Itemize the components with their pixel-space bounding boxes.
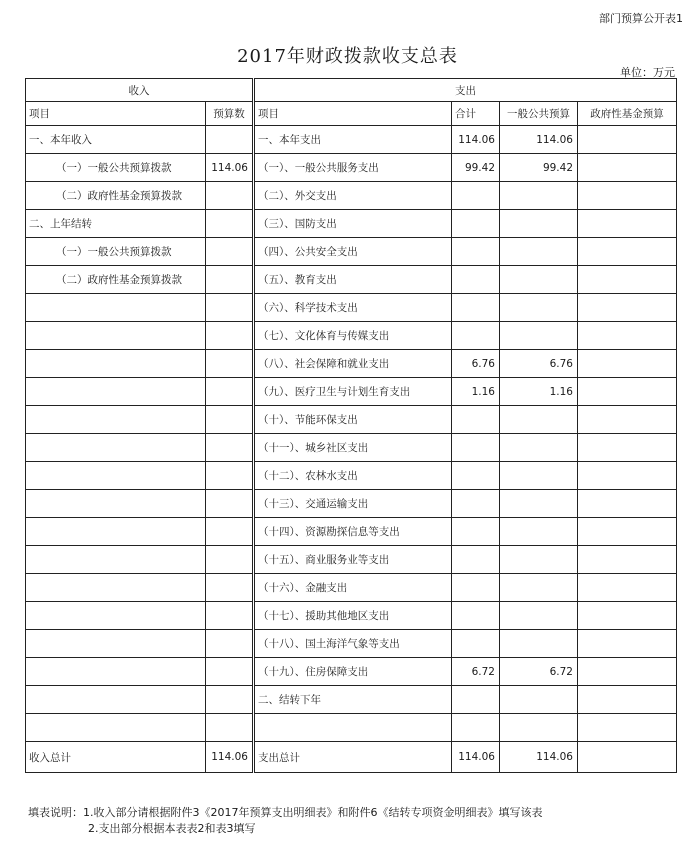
expense-general-cell [500, 210, 578, 238]
expense-general-cell [500, 182, 578, 210]
expense-general-cell [500, 266, 578, 294]
income-item-cell [26, 490, 206, 518]
expense-total-cell [452, 714, 500, 742]
expense-item-cell: （六）、科学技术支出 [254, 294, 452, 322]
expense-general-total-value: 114.06 [500, 742, 578, 773]
expense-fund-cell [578, 462, 677, 490]
form-code: 部门预算公开表1 [599, 12, 683, 25]
expense-general-cell [500, 294, 578, 322]
page-title: 2017年财政拨款收支总表 [237, 46, 458, 67]
table-row [26, 154, 677, 182]
income-item-cell [26, 294, 206, 322]
expense-fund-cell [578, 378, 677, 406]
income-value-cell [206, 714, 254, 742]
income-total-value: 114.06 [206, 742, 254, 773]
expense-general-cell [500, 238, 578, 266]
expense-total-cell [452, 294, 500, 322]
expense-general-cell [500, 406, 578, 434]
expense-total-value: 114.06 [452, 742, 500, 773]
expense-fund-cell [578, 294, 677, 322]
expense-item-cell: （十）、节能环保支出 [254, 406, 452, 434]
expense-total-cell [452, 490, 500, 518]
expense-total-cell [452, 266, 500, 294]
table-row [26, 490, 677, 518]
expense-item-cell: （七）、文化体育与传媒支出 [254, 322, 452, 350]
expense-item-cell: （九）、医疗卫生与计划生育支出 [254, 378, 452, 406]
expense-fund-cell [578, 238, 677, 266]
table-row [26, 322, 677, 350]
note-line-1: 填表说明：1.收入部分请根据附件3《2017年预算支出明细表》和附件6《结转专项资金明细表》填写该表 [28, 806, 543, 819]
expense-fund-cell [578, 154, 677, 182]
income-value-cell [206, 126, 254, 154]
expense-general-cell: 6.72 [500, 658, 578, 686]
table-row [26, 462, 677, 490]
expense-general-cell: 6.76 [500, 350, 578, 378]
expense-total-header: 合计 [452, 102, 500, 126]
table-row [26, 238, 677, 266]
table-row [26, 350, 677, 378]
income-item-cell [26, 658, 206, 686]
expense-fund-cell [578, 630, 677, 658]
expense-general-cell [500, 434, 578, 462]
expense-fund-cell [578, 518, 677, 546]
expense-general-cell [500, 546, 578, 574]
expense-item-cell: 一、本年支出 [254, 126, 452, 154]
expense-total-cell: 1.16 [452, 378, 500, 406]
expense-fund-cell [578, 686, 677, 714]
table-row [26, 266, 677, 294]
table-row [26, 714, 677, 742]
expense-total-cell [452, 546, 500, 574]
income-item-cell [26, 546, 206, 574]
expense-total-cell [452, 602, 500, 630]
income-item-cell: （二）政府性基金预算拨款 [26, 182, 206, 210]
expense-general-cell: 114.06 [500, 126, 578, 154]
table-row [26, 602, 677, 630]
expense-total-cell [452, 238, 500, 266]
expense-total-cell [452, 686, 500, 714]
expense-fund-cell [578, 406, 677, 434]
expense-fund-cell [578, 546, 677, 574]
expense-item-cell: （十三）、交通运输支出 [254, 490, 452, 518]
income-item-cell [26, 462, 206, 490]
expense-general-cell [500, 686, 578, 714]
expense-item-cell: （十九）、住房保障支出 [254, 658, 452, 686]
expense-fund-cell [578, 714, 677, 742]
expense-total-cell [452, 574, 500, 602]
table-row [26, 126, 677, 154]
income-value-cell [206, 406, 254, 434]
expense-item-cell: （四）、公共安全支出 [254, 238, 452, 266]
expense-general-header: 一般公共预算 [500, 102, 578, 126]
expense-fund-cell [578, 434, 677, 462]
expense-total-cell: 6.72 [452, 658, 500, 686]
income-item-cell: （一）一般公共预算拨款 [26, 154, 206, 182]
expense-fund-cell [578, 322, 677, 350]
expense-fund-cell [578, 126, 677, 154]
income-item-cell: （二）政府性基金预算拨款 [26, 266, 206, 294]
expense-general-cell [500, 714, 578, 742]
table-row [26, 518, 677, 546]
expense-general-cell [500, 518, 578, 546]
income-value-cell [206, 210, 254, 238]
income-value-cell [206, 378, 254, 406]
income-value-cell [206, 546, 254, 574]
income-value-cell [206, 658, 254, 686]
expense-total-cell: 99.42 [452, 154, 500, 182]
table-row [26, 658, 677, 686]
expense-fund-total-value [578, 742, 677, 773]
income-value-cell [206, 630, 254, 658]
fill-notes [28, 805, 542, 837]
income-item-cell: 一、本年收入 [26, 126, 206, 154]
income-value-cell [206, 182, 254, 210]
table-row [26, 210, 677, 238]
expense-total-cell [452, 630, 500, 658]
income-item-cell [26, 518, 206, 546]
expense-total-cell [452, 518, 500, 546]
table-row [26, 686, 677, 714]
expense-item-cell: 二、结转下年 [254, 686, 452, 714]
expense-general-cell [500, 322, 578, 350]
expense-fund-cell [578, 266, 677, 294]
income-value-cell [206, 266, 254, 294]
expense-total-cell [452, 322, 500, 350]
expense-item-cell [254, 714, 452, 742]
income-item-cell [26, 602, 206, 630]
expense-item-cell: （一）、一般公共服务支出 [254, 154, 452, 182]
expense-fund-cell [578, 658, 677, 686]
expense-item-cell: （二）、外交支出 [254, 182, 452, 210]
income-value-cell [206, 518, 254, 546]
expense-general-cell [500, 602, 578, 630]
table-row [26, 378, 677, 406]
income-section-header: 收入 [26, 79, 254, 102]
expense-general-cell [500, 462, 578, 490]
expense-general-cell: 1.16 [500, 378, 578, 406]
expense-general-cell [500, 630, 578, 658]
expense-fund-cell [578, 182, 677, 210]
expense-item-cell: （十四）、资源勘探信息等支出 [254, 518, 452, 546]
income-value-cell [206, 602, 254, 630]
income-item-cell: 二、上年结转 [26, 210, 206, 238]
income-item-cell [26, 686, 206, 714]
expense-total-label: 支出总计 [254, 742, 452, 773]
expense-fund-header: 政府性基金预算 [578, 102, 677, 126]
expense-total-cell [452, 406, 500, 434]
table-row [26, 294, 677, 322]
income-value-cell [206, 294, 254, 322]
expense-total-cell [452, 182, 500, 210]
expense-item-cell: （十六）、金融支出 [254, 574, 452, 602]
income-value-cell [206, 322, 254, 350]
income-value-cell [206, 434, 254, 462]
income-value-cell [206, 350, 254, 378]
expense-fund-cell [578, 210, 677, 238]
income-item-cell [26, 322, 206, 350]
income-item-cell [26, 350, 206, 378]
header-row-columns [26, 102, 677, 126]
income-value-cell [206, 462, 254, 490]
income-item-cell [26, 574, 206, 602]
income-value-cell [206, 490, 254, 518]
income-budget-header: 预算数 [206, 102, 254, 126]
table-row [26, 434, 677, 462]
income-value-cell: 114.06 [206, 154, 254, 182]
income-item-header: 项目 [26, 102, 206, 126]
budget-summary-table [25, 78, 677, 773]
expense-fund-cell [578, 602, 677, 630]
totals-row [26, 742, 677, 773]
expense-total-cell [452, 210, 500, 238]
income-value-cell [206, 574, 254, 602]
income-value-cell [206, 686, 254, 714]
note-line-2: 2.支出部分根据本表表2和表3填写 [88, 822, 256, 835]
expense-item-cell: （三）、国防支出 [254, 210, 452, 238]
expense-item-cell: （十五）、商业服务业等支出 [254, 546, 452, 574]
expense-fund-cell [578, 574, 677, 602]
income-value-cell [206, 238, 254, 266]
expense-section-header: 支出 [254, 79, 677, 102]
table-row [26, 574, 677, 602]
expense-total-cell: 6.76 [452, 350, 500, 378]
expense-item-cell: （八）、社会保障和就业支出 [254, 350, 452, 378]
expense-item-cell: （十八）、国土海洋气象等支出 [254, 630, 452, 658]
income-item-cell [26, 378, 206, 406]
expense-total-cell [452, 462, 500, 490]
expense-total-cell: 114.06 [452, 126, 500, 154]
expense-item-cell: （十二）、农林水支出 [254, 462, 452, 490]
expense-fund-cell [578, 490, 677, 518]
income-item-cell [26, 434, 206, 462]
expense-item-cell: （十七）、援助其他地区支出 [254, 602, 452, 630]
expense-item-cell: （五）、教育支出 [254, 266, 452, 294]
expense-total-cell [452, 434, 500, 462]
table-row [26, 630, 677, 658]
income-item-cell [26, 714, 206, 742]
income-item-cell [26, 406, 206, 434]
expense-general-cell [500, 490, 578, 518]
expense-general-cell: 99.42 [500, 154, 578, 182]
table-row [26, 182, 677, 210]
table-row [26, 406, 677, 434]
header-row-sections [26, 79, 677, 102]
expense-general-cell [500, 574, 578, 602]
expense-item-cell: （十一）、城乡社区支出 [254, 434, 452, 462]
table-row [26, 546, 677, 574]
expense-item-header: 项目 [254, 102, 452, 126]
unit-label: 单位：万元 [620, 66, 675, 79]
income-item-cell [26, 630, 206, 658]
expense-fund-cell [578, 350, 677, 378]
income-item-cell: （一）一般公共预算拨款 [26, 238, 206, 266]
income-total-label: 收入总计 [26, 742, 206, 773]
